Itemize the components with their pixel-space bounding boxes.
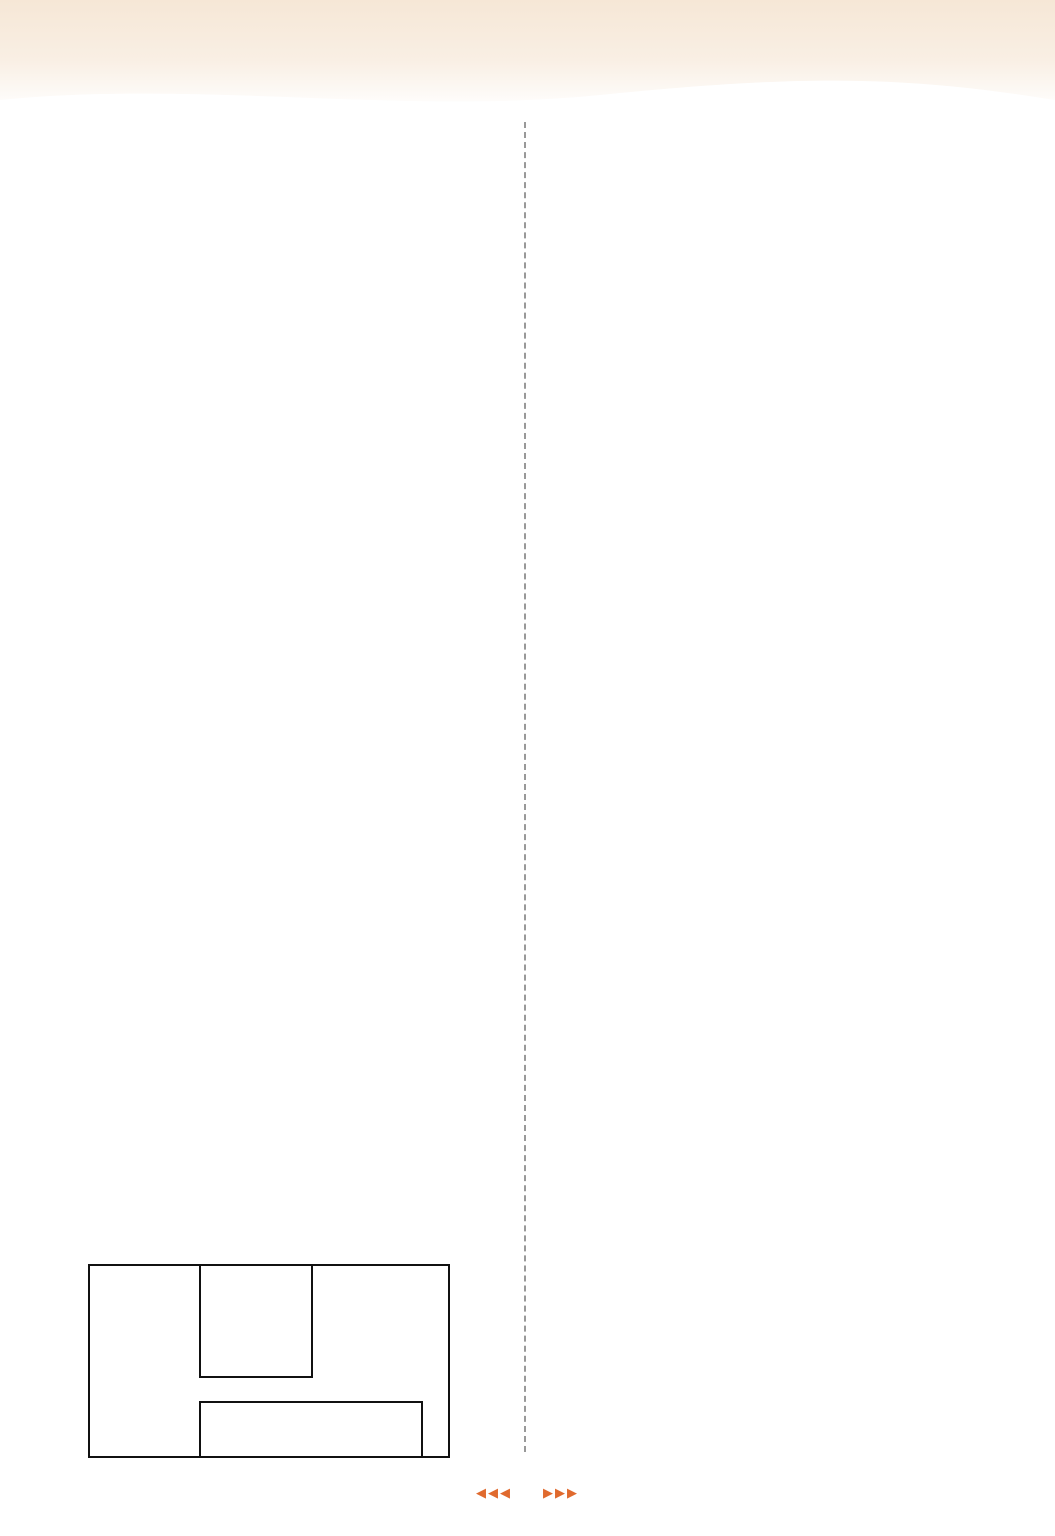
bar-chart (652, 798, 934, 988)
next-arrows-icon: ▶▶▶ (542, 1486, 579, 1501)
page-header (935, 58, 1007, 80)
page-number-row (0, 1478, 1055, 1502)
square-shape (200, 1265, 312, 1377)
prev-arrows-icon: ◀◀◀ (476, 1486, 513, 1501)
grid-diagram (88, 1264, 450, 1458)
header-wave (0, 70, 1055, 120)
column-divider (524, 122, 526, 1452)
rectangle-shape (200, 1402, 422, 1457)
